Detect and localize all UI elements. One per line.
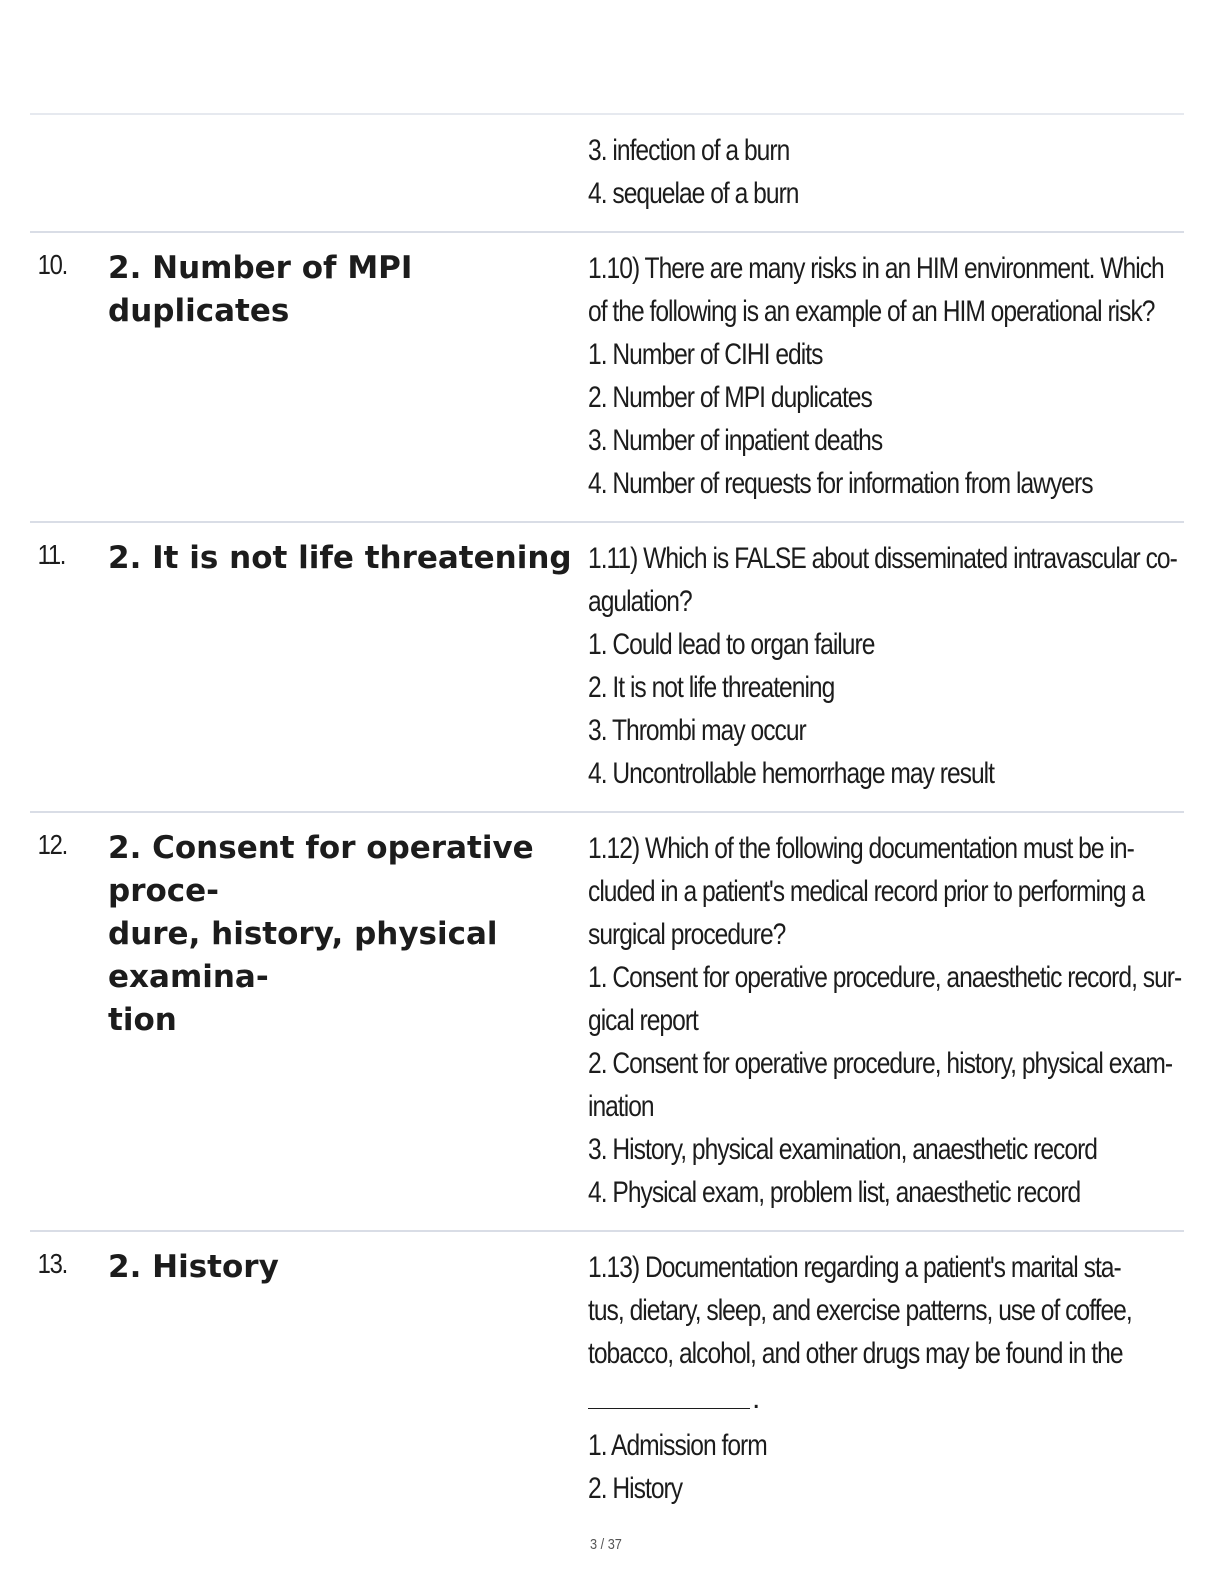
page-number: 3 / 37 bbox=[590, 1536, 622, 1553]
question-option: 2. History bbox=[588, 1472, 683, 1505]
blank-rule bbox=[588, 1408, 750, 1409]
question-line: 1.12) Which of the following documentation must be in- bbox=[588, 832, 1134, 865]
answer-text: 2. History bbox=[108, 1249, 279, 1285]
question-text bbox=[588, 523, 1224, 811]
table-row bbox=[30, 811, 1184, 1230]
table-row bbox=[30, 231, 1184, 521]
question-line: 1. Consent for operative procedure, anaesthetic record, sur- bbox=[588, 961, 1182, 994]
row-number bbox=[30, 115, 96, 231]
question-line: 1. Number of CIHI edits bbox=[588, 338, 823, 371]
question-line: 3. Number of inpatient deaths bbox=[588, 424, 883, 457]
question-line: agulation? bbox=[588, 585, 692, 618]
question-line: 4. Uncontrollable hemorrhage may result bbox=[588, 757, 995, 790]
answer-line: dure, history, physical examina- bbox=[108, 916, 498, 995]
question-line: 2. Number of MPI duplicates bbox=[588, 381, 872, 414]
question-line: tus, dietary, sleep, and exercise patterns, use of coffee, bbox=[588, 1294, 1132, 1327]
question-line: 3. Thrombi may occur bbox=[588, 714, 806, 747]
question-text bbox=[588, 115, 1184, 231]
answer-text: 2. Number of MPI duplicates bbox=[108, 250, 413, 329]
row-number: 10. bbox=[37, 249, 67, 280]
qa-table bbox=[30, 113, 1184, 1526]
question-line: tobacco, alcohol, and other drugs may be found in the bbox=[588, 1337, 1123, 1370]
table-row bbox=[30, 1230, 1184, 1526]
question-line: 3. History, physical examination, anaesthetic record bbox=[588, 1133, 1097, 1166]
question-line: 2. Consent for operative procedure, history, physical exam- bbox=[588, 1047, 1173, 1080]
question-text bbox=[588, 1232, 1224, 1526]
answer-line: tion bbox=[108, 1002, 177, 1038]
answer-text: 2. It is not life threatening bbox=[108, 540, 572, 576]
question-option: 1. Admission form bbox=[588, 1429, 767, 1462]
question-line: 4. Physical exam, problem list, anaesthetic record bbox=[588, 1176, 1081, 1209]
question-line: 4. Number of requests for information from lawyers bbox=[588, 467, 1093, 500]
question-line: 1.10) There are many risks in an HIM environment. Which bbox=[588, 252, 1164, 285]
question-line: 1.13) Documentation regarding a patient's marital sta- bbox=[588, 1251, 1121, 1284]
row-number: 12. bbox=[37, 829, 67, 860]
question-line: gical report bbox=[588, 1004, 698, 1037]
question-line: surgical procedure? bbox=[588, 918, 786, 951]
question-line: of the following is an example of an HIM operational risk? bbox=[588, 295, 1155, 328]
table-row bbox=[30, 113, 1184, 231]
row-number: 11. bbox=[37, 539, 66, 570]
question-text bbox=[588, 813, 1224, 1230]
question-line: 3. infection of a burn bbox=[588, 134, 790, 167]
question-line: 1.11) Which is FALSE about disseminated intravascular co- bbox=[588, 542, 1177, 575]
answer-text bbox=[108, 813, 588, 1230]
table-row bbox=[30, 521, 1184, 811]
question-line: ination bbox=[588, 1090, 654, 1123]
row-number: 13. bbox=[37, 1248, 67, 1279]
fill-in-blank bbox=[588, 1381, 1224, 1424]
question-text bbox=[588, 233, 1224, 521]
question-line: 1. Could lead to organ failure bbox=[588, 628, 875, 661]
blank-suffix: . bbox=[752, 1382, 760, 1415]
answer-text bbox=[108, 115, 588, 231]
answer-line: 2. Consent for operative proce- bbox=[108, 830, 534, 909]
question-line: 4. sequelae of a burn bbox=[588, 177, 799, 210]
question-line: 2. It is not life threatening bbox=[588, 671, 835, 704]
question-line: cluded in a patient's medical record prior to performing a bbox=[588, 875, 1145, 908]
